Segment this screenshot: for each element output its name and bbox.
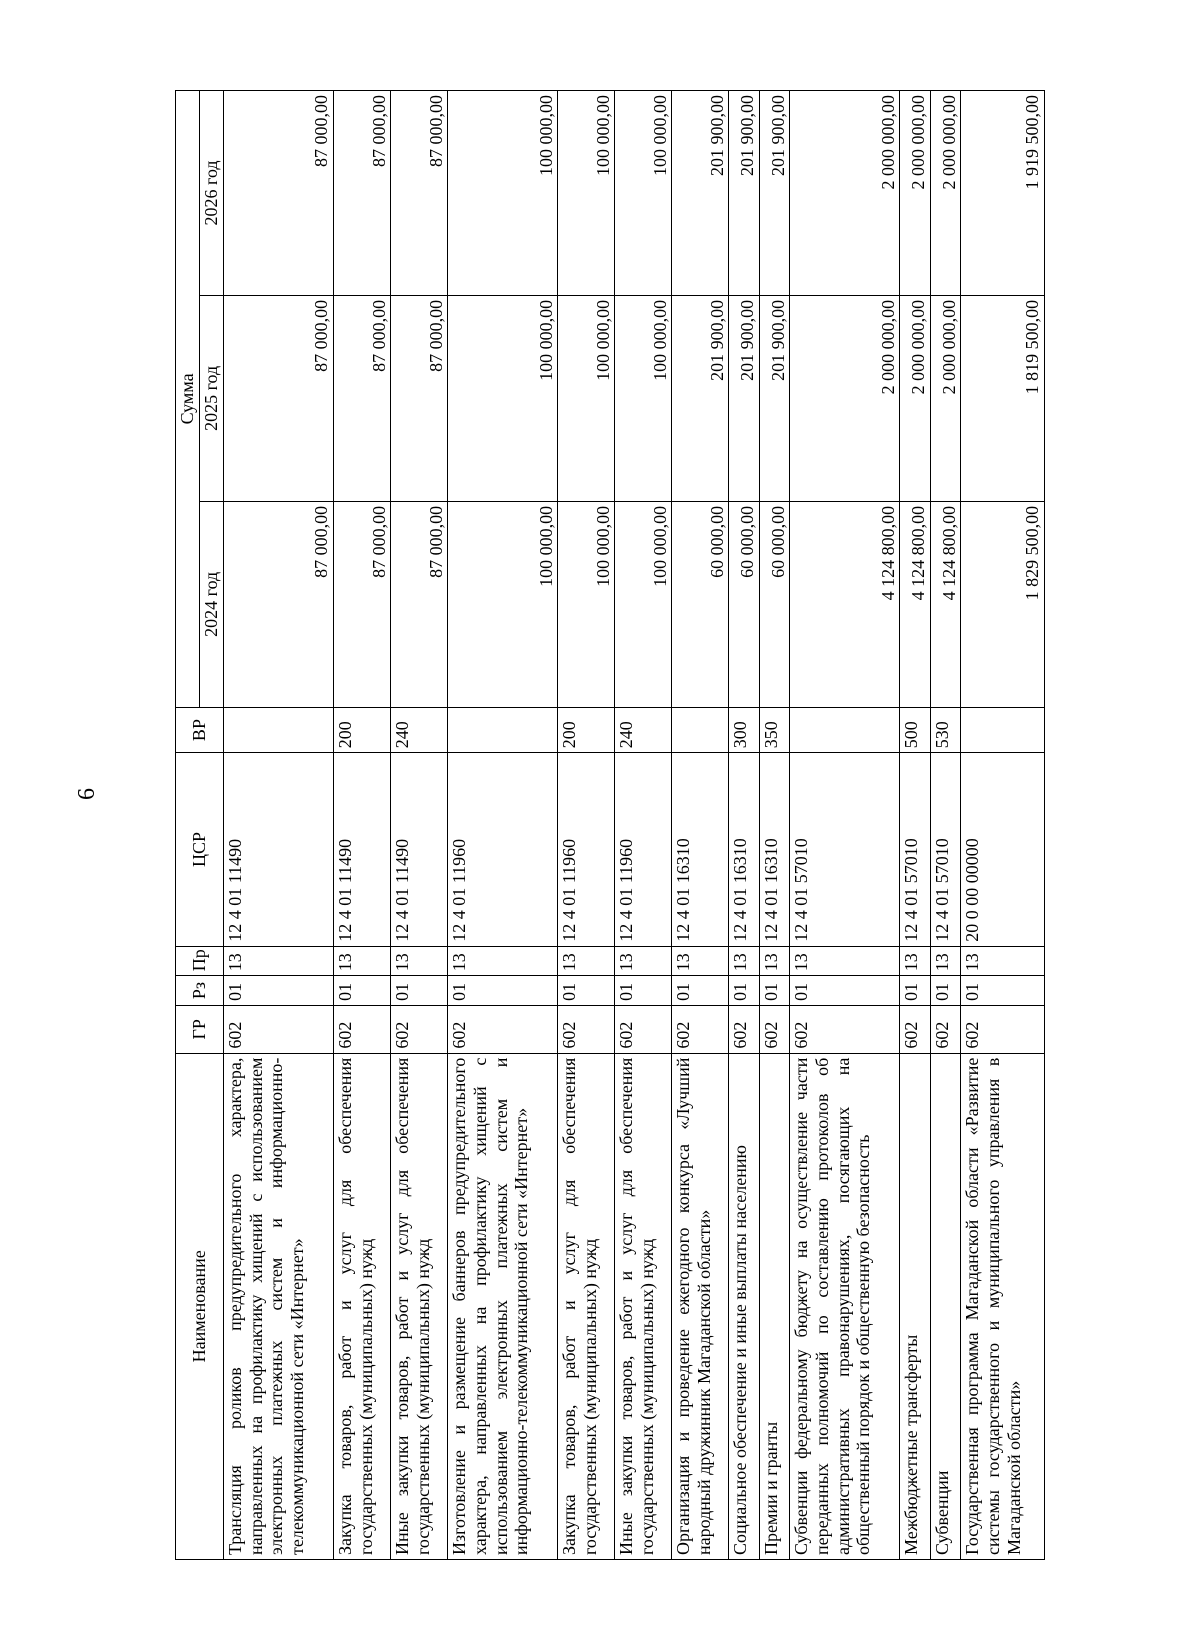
budget-table-rotated [175,90,1045,1560]
cell-gr: 602 [334,1005,391,1053]
header-2026: 2026 год [200,91,224,296]
cell-y2025: 100 000,00 [448,295,558,501]
cell-pr: 13 [961,946,1045,976]
cell-csr: 12 4 01 11960 [558,753,615,946]
cell-pr: 13 [790,946,900,976]
cell-csr: 12 4 01 57010 [900,753,930,946]
cell-y2024: 100 000,00 [448,501,558,707]
cell-rz: 01 [900,976,930,1006]
cell-y2025: 100 000,00 [558,295,615,501]
cell-gr: 602 [729,1005,759,1053]
cell-y2026: 87 000,00 [224,91,334,296]
cell-csr: 12 4 01 16310 [729,753,759,946]
cell-y2024: 87 000,00 [334,501,391,707]
cell-name: Субвенции федеральному бюджету на осуществление части переданных полномочий по составлению протоколов об административных правонарушениях, посягающих на общественный порядок и общественную безопасность [790,1053,900,1559]
cell-rz: 01 [391,976,448,1006]
cell-vr: 530 [930,707,960,753]
table-row [558,91,615,1560]
header-csr: ЦСР [176,753,224,946]
header-row [176,91,200,1560]
cell-pr: 13 [334,946,391,976]
cell-y2025: 87 000,00 [391,295,448,501]
cell-y2025: 87 000,00 [334,295,391,501]
cell-rz: 01 [961,976,1045,1006]
cell-y2024: 100 000,00 [558,501,615,707]
cell-gr: 602 [615,1005,672,1053]
cell-csr: 12 4 01 11960 [615,753,672,946]
budget-table [175,90,1045,1560]
cell-y2024: 60 000,00 [759,501,789,707]
cell-csr: 12 4 01 16310 [759,753,789,946]
cell-gr: 602 [961,1005,1045,1053]
cell-y2025: 100 000,00 [615,295,672,501]
header-pr: Пр [176,946,224,976]
cell-y2024: 1 829 500,00 [961,501,1045,707]
table-row [790,91,900,1560]
cell-csr: 12 4 01 57010 [790,753,900,946]
cell-csr: 12 4 01 16310 [672,753,729,946]
cell-gr: 602 [391,1005,448,1053]
cell-name: Социальное обеспечение и иные выплаты населению [729,1053,759,1559]
cell-vr: 240 [391,707,448,753]
cell-y2025: 2 000 000,00 [790,295,900,501]
cell-y2024: 4 124 800,00 [900,501,930,707]
cell-y2026: 100 000,00 [558,91,615,296]
cell-csr: 12 4 01 57010 [930,753,960,946]
cell-vr: 350 [759,707,789,753]
table-row [900,91,930,1560]
table-row [759,91,789,1560]
cell-csr: 12 4 01 11490 [224,753,334,946]
cell-y2025: 201 900,00 [729,295,759,501]
cell-pr: 13 [391,946,448,976]
cell-y2025: 201 900,00 [759,295,789,501]
cell-y2024: 60 000,00 [729,501,759,707]
cell-gr: 602 [900,1005,930,1053]
cell-pr: 13 [224,946,334,976]
cell-pr: 13 [448,946,558,976]
cell-rz: 01 [672,976,729,1006]
cell-vr [961,707,1045,753]
cell-vr: 300 [729,707,759,753]
cell-y2024: 4 124 800,00 [930,501,960,707]
cell-name: Иные закупки товаров, работ и услуг для обеспечения государственных (муниципальных) нужд [391,1053,448,1559]
cell-pr: 13 [615,946,672,976]
header-sum: Сумма [176,91,200,708]
cell-gr: 602 [759,1005,789,1053]
cell-name: Межбюджетные трансферты [900,1053,930,1559]
table-row [224,91,334,1560]
cell-y2026: 2 000 000,00 [900,91,930,296]
cell-pr: 13 [729,946,759,976]
cell-pr: 13 [930,946,960,976]
cell-gr: 602 [224,1005,334,1053]
page-number: 6 [74,788,100,800]
cell-pr: 13 [759,946,789,976]
cell-y2024: 100 000,00 [615,501,672,707]
cell-y2026: 201 900,00 [729,91,759,296]
cell-y2025: 87 000,00 [224,295,334,501]
cell-rz: 01 [334,976,391,1006]
cell-name: Государственная программа Магаданской области «Развитие системы государственного и муниципального управления в Магаданской области» [961,1053,1045,1559]
cell-y2026: 87 000,00 [391,91,448,296]
cell-name: Закупка товаров, работ и услуг для обеспечения государственных (муниципальных) нужд [558,1053,615,1559]
cell-name: Иные закупки товаров, работ и услуг для обеспечения государственных (муниципальных) нужд [615,1053,672,1559]
cell-y2024: 4 124 800,00 [790,501,900,707]
table-row [448,91,558,1560]
cell-y2026: 87 000,00 [334,91,391,296]
cell-rz: 01 [930,976,960,1006]
cell-name: Изготовление и размещение баннеров предупредительного характера, направленных на профилактику хищений с использованием электронных платежных систем и информационно-телекоммуникационной сети «Интернет» [448,1053,558,1559]
table-row [961,91,1045,1560]
cell-y2025: 201 900,00 [672,295,729,501]
cell-vr [448,707,558,753]
header-gr: ГР [176,1005,224,1053]
cell-csr: 12 4 01 11490 [391,753,448,946]
cell-csr: 12 4 01 11490 [334,753,391,946]
cell-csr: 12 4 01 11960 [448,753,558,946]
cell-y2024: 60 000,00 [672,501,729,707]
cell-vr: 240 [615,707,672,753]
header-2024: 2024 год [200,501,224,707]
cell-vr: 200 [334,707,391,753]
cell-y2025: 2 000 000,00 [900,295,930,501]
cell-vr [672,707,729,753]
cell-y2026: 2 000 000,00 [790,91,900,296]
cell-rz: 01 [224,976,334,1006]
cell-vr [224,707,334,753]
header-vr: ВР [176,707,224,753]
cell-y2026: 201 900,00 [672,91,729,296]
cell-vr [790,707,900,753]
cell-gr: 602 [672,1005,729,1053]
header-name: Наименование [176,1053,224,1559]
cell-name: Премии и гранты [759,1053,789,1559]
cell-y2026: 100 000,00 [448,91,558,296]
cell-vr: 200 [558,707,615,753]
cell-pr: 13 [672,946,729,976]
cell-gr: 602 [558,1005,615,1053]
header-rz: Рз [176,976,224,1006]
cell-gr: 602 [448,1005,558,1053]
cell-rz: 01 [759,976,789,1006]
cell-gr: 602 [930,1005,960,1053]
cell-y2025: 2 000 000,00 [930,295,960,501]
table-row [615,91,672,1560]
cell-name: Закупка товаров, работ и услуг для обеспечения государственных (муниципальных) нужд [334,1053,391,1559]
cell-y2026: 1 919 500,00 [961,91,1045,296]
cell-rz: 01 [729,976,759,1006]
table-row [672,91,729,1560]
cell-y2024: 87 000,00 [224,501,334,707]
cell-y2026: 201 900,00 [759,91,789,296]
table-row [930,91,960,1560]
table-row [334,91,391,1560]
cell-pr: 13 [558,946,615,976]
cell-name: Субвенции [930,1053,960,1559]
cell-name: Организация и проведение ежегодного конкурса «Лучший народный дружинник Магаданской области» [672,1053,729,1559]
header-2025: 2025 год [200,295,224,501]
cell-rz: 01 [615,976,672,1006]
cell-pr: 13 [900,946,930,976]
cell-y2024: 87 000,00 [391,501,448,707]
cell-name: Трансляция роликов предупредительного характера, направленных на профилактику хищений с использованием электронных платежных систем и информационно-телекоммуникационной сети «Интернет» [224,1053,334,1559]
cell-rz: 01 [558,976,615,1006]
cell-rz: 01 [448,976,558,1006]
cell-gr: 602 [790,1005,900,1053]
cell-vr: 500 [900,707,930,753]
cell-y2025: 1 819 500,00 [961,295,1045,501]
table-row [391,91,448,1560]
cell-csr: 20 0 00 00000 [961,753,1045,946]
table-row [729,91,759,1560]
cell-y2026: 2 000 000,00 [930,91,960,296]
cell-rz: 01 [790,976,900,1006]
cell-y2026: 100 000,00 [615,91,672,296]
